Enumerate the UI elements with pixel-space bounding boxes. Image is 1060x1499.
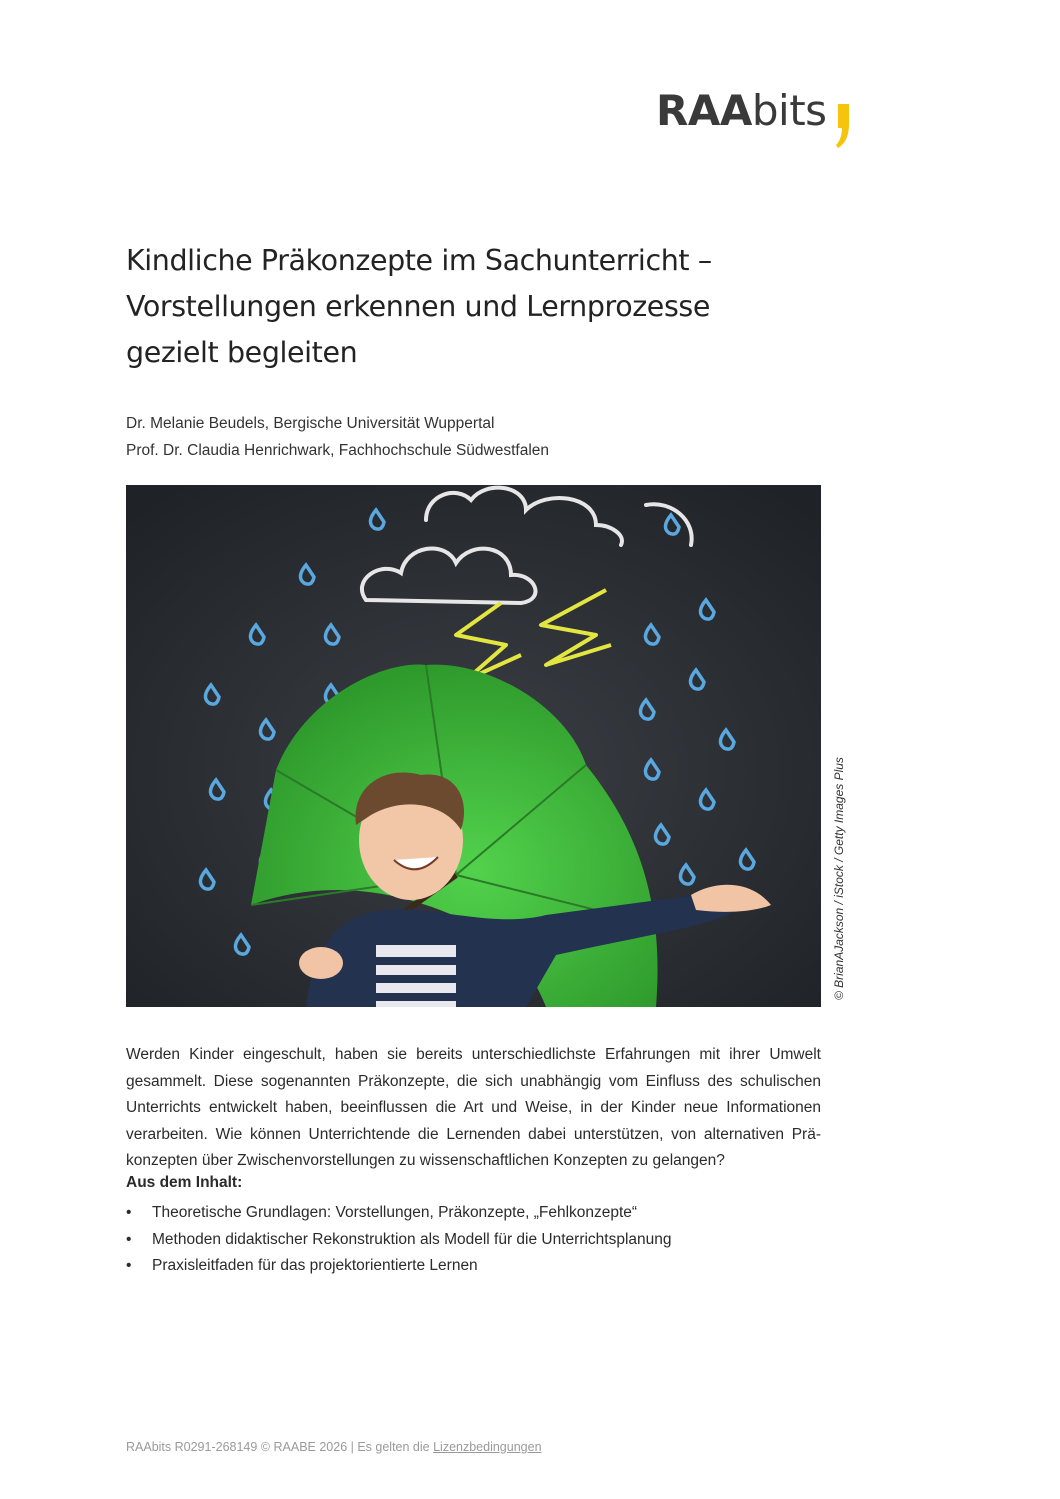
author-1: Dr. Melanie Beudels, Bergische Universität Wuppertal [126, 415, 495, 432]
cover-photo-illustration [126, 485, 821, 1007]
list-item: • Theoretische Grundlagen: Vorstellungen, Präkonzepte, „Fehlkonzepte“ [126, 1200, 672, 1227]
footer-text: RAAbits R0291-268149 © RAABE 2026 | Es gelten die [126, 1440, 434, 1454]
intro-paragraph: Werden Kinder eingeschult, haben sie bereits unterschiedlichste Erfahrungen mit ihrer Umwelt gesammelt. Diese sogenannten Präkonzepte, die sich unabhängig vom Einfluss des schulischen Unterrichts entwickelt haben, beeinflussen die Art und Weise, in der Kinder neue Informationen verarbeiten. Wie können Unterrichtende die Lernenden dabei unterstützen, von alternativen Prä-konzepten über Zwischenvorstellungen zu wissenschaftlichen Konzepten zu gelangen? [126, 1046, 821, 1169]
page-title: Kindliche Präkonzepte im Sachunterricht – Vorstellungen erkennen und Lernprozesse gezielt begleiten [126, 244, 712, 369]
logo-comma-icon [835, 104, 850, 148]
list-item: • Methoden didaktischer Rekonstruktion als Modell für die Unterrichtsplanung [126, 1227, 672, 1254]
page-footer [126, 1440, 542, 1454]
logo-light: bits [751, 86, 827, 135]
cover-photo [126, 485, 821, 1007]
raabits-logo [656, 86, 850, 148]
content-list [126, 1200, 672, 1280]
author-list [126, 410, 549, 464]
content-heading: Aus dem Inhalt: [126, 1174, 243, 1191]
list-item: • Praxisleitfaden für das projektorientierte Lernen [126, 1253, 672, 1280]
license-link[interactable]: Lizenzbedingungen [433, 1440, 542, 1454]
logo-strong: RAA [656, 86, 752, 135]
author-2: Prof. Dr. Claudia Henrichwark, Fachhochschule Südwestfalen [126, 442, 550, 459]
photo-credit: © BrianAJackson / iStock / Getty Images Plus [832, 757, 846, 1000]
